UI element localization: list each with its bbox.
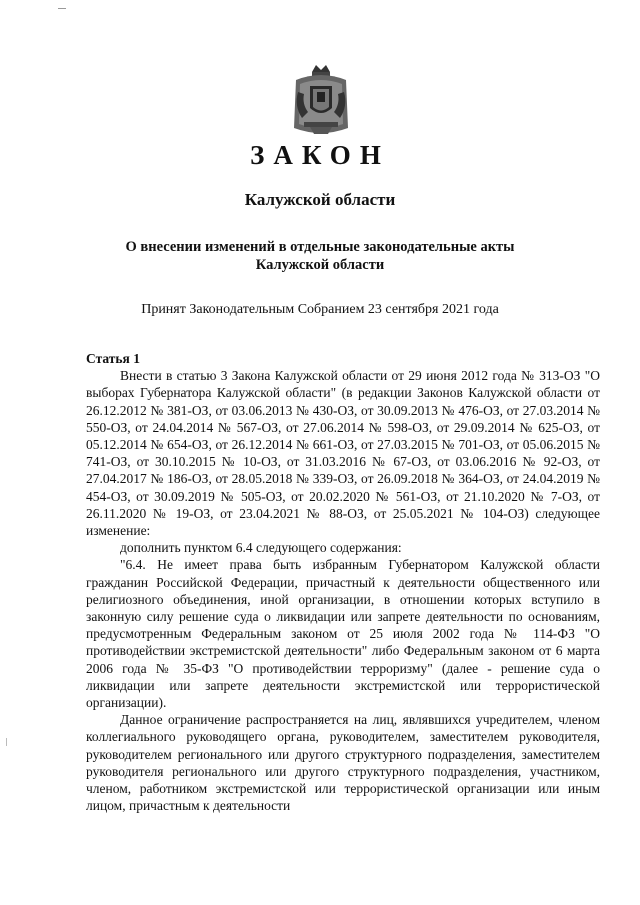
document-subtitle: Калужской области — [244, 190, 396, 209]
margin-mark — [6, 738, 7, 746]
heading-line-1: О внесении изменений в отдельные законодательные акты — [125, 239, 515, 255]
coat-of-arms-icon — [290, 62, 352, 138]
document-title: ЗАКОН — [250, 140, 390, 170]
paragraph: Данное ограничение распространяется на лиц, являвшихся учредителем, членом коллегиального руководящего органа, руководителем, заместителем руководителя, руководителем регионального или другого структурного подразделения, заместителем руководителя регионального или другого структурного подразделения, участником, членом, работником экстремистской или террористической организации или иным лицом, причастным к деятельности — [86, 712, 600, 814]
paragraph: "6.4. Не имеет права быть избранным Губернатором Калужской области гражданин Российской Федерации, причастный к деятельности общественного или религиозного объединения, иной организации, в отношении которых вступило в законную силу решение суда о ликвидации или запрете деятельности по основаниям, предусмотренным Федеральным законом от 25 июля 2002 года № 114-ФЗ "О противодействии экстремистской деятельности" либо Федеральным законом от 6 марта 2006 года № 35-ФЗ "О противодействии терроризму" (далее - решение суда о ликвидации или запрете деятельности экстремистской или террористической организации). — [86, 557, 600, 711]
document-body — [86, 350, 600, 814]
paragraph: Внести в статью 3 Закона Калужской области от 29 июня 2012 года № 313-ОЗ "О выборах Губернатора Калужской области" (в редакции Законов Калужской области от 26.12.2012 № 381-ОЗ, от 03.06.2013 № 430-ОЗ, от 30.09.2013 № 476-ОЗ, от 27.03.2014 № 550-ОЗ, от 24.04.2014 № 567-ОЗ, от 27.06.2014 № 598-ОЗ, от 29.09.2014 № 625-ОЗ, от 05.12.2014 № 654-ОЗ, от 26.12.2014 № 661-ОЗ, от 27.03.2015 № 701-ОЗ, от 05.06.2015 № 741-ОЗ, от 30.10.2015 № 10-ОЗ, от 31.03.2016 № 67-ОЗ, от 03.06.2016 № 92-ОЗ, от 27.04.2017 № 186-ОЗ, от 28.05.2018 № 339-ОЗ, от 26.09.2018 № 364-ОЗ, от 24.04.2019 № 454-ОЗ, от 30.09.2019 № 505-ОЗ, от 20.02.2020 № 561-ОЗ, от 21.10.2020 № 7-ОЗ, от 26.11.2020 № 19-ОЗ, от 23.04.2021 № 88-ОЗ, от 25.05.2021 № 104-ОЗ) следующее изменение: — [86, 368, 600, 539]
heading-line-2: Калужской области — [255, 257, 385, 273]
adoption-line: Принят Законодательным Собранием 23 сентября 2021 года — [141, 302, 499, 317]
article-heading: Статья 1 — [86, 351, 140, 366]
document-heading — [0, 238, 640, 274]
scan-mark — [58, 8, 66, 9]
paragraph: дополнить пунктом 6.4 следующего содержания: — [120, 540, 402, 556]
